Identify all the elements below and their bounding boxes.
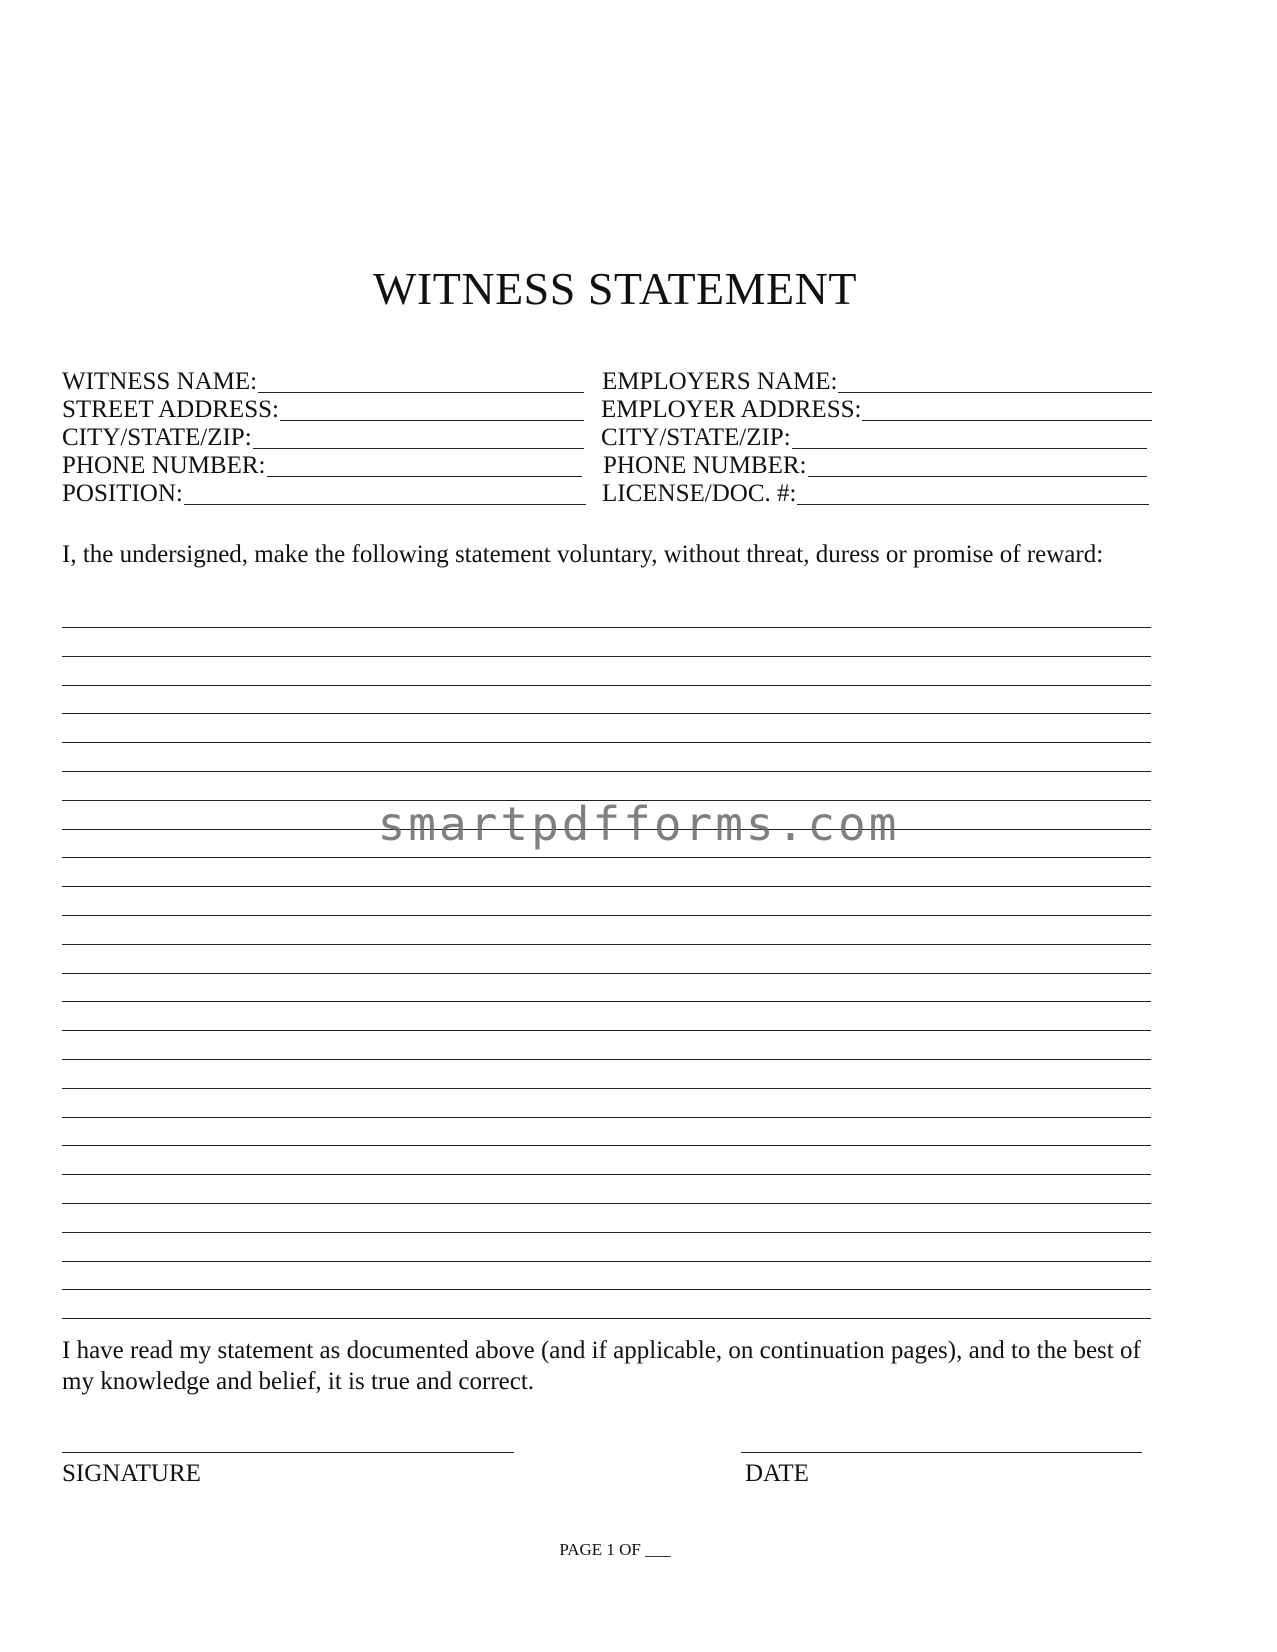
statement-line[interactable] [62, 1232, 1151, 1233]
phone-number-field[interactable] [62, 452, 582, 480]
street-address-input[interactable] [280, 398, 584, 421]
statement-line[interactable] [62, 1059, 1151, 1060]
employer-phone-number-field[interactable] [603, 452, 1147, 480]
closing-statement: I have read my statement as documented above (and if applicable, on continuation pages), and to the best of my knowledge and belief, it is true and correct. [62, 1337, 1141, 1395]
statement-line[interactable] [62, 1289, 1151, 1290]
statement-line[interactable] [62, 742, 1151, 743]
license-doc-input[interactable] [797, 482, 1149, 505]
city-state-zip-field[interactable] [62, 424, 584, 452]
statement-line[interactable] [62, 1261, 1151, 1262]
statement-line[interactable] [62, 1117, 1151, 1118]
signature-label: SIGNATURE [62, 1460, 201, 1487]
statement-line[interactable] [62, 656, 1151, 657]
employer-phone-number-input[interactable] [808, 454, 1148, 477]
employers-name-field[interactable] [602, 368, 1152, 396]
page-title: WITNESS STATEMENT [373, 263, 857, 314]
date-line[interactable] [741, 1452, 1142, 1453]
signature-line[interactable] [62, 1452, 514, 1453]
witness-name-field[interactable] [62, 368, 584, 396]
statement-line[interactable] [62, 944, 1151, 945]
statement-line[interactable] [62, 1203, 1151, 1204]
statement-line[interactable] [62, 915, 1151, 916]
statement-line[interactable] [62, 1145, 1151, 1146]
city-state-zip-label: CITY/STATE/ZIP: [62, 424, 252, 451]
city-state-zip-input[interactable] [253, 426, 584, 449]
street-address-label: STREET ADDRESS: [62, 396, 279, 423]
license-doc-field[interactable] [602, 480, 1149, 508]
phone-number-input[interactable] [267, 454, 583, 477]
page-number: PAGE 1 OF ___ [559, 1540, 671, 1559]
statement-line[interactable] [62, 771, 1151, 772]
position-input[interactable] [184, 482, 586, 505]
employers-name-input[interactable] [838, 370, 1152, 393]
statement-line[interactable] [62, 857, 1151, 858]
statement-line[interactable] [62, 1030, 1151, 1031]
statement-line[interactable] [62, 1001, 1151, 1002]
statement-line[interactable] [62, 1088, 1151, 1089]
witness-name-label: WITNESS NAME: [62, 368, 258, 395]
employer-city-state-zip-field[interactable] [601, 424, 1147, 452]
employer-address-field[interactable] [601, 396, 1152, 424]
statement-line[interactable] [62, 1174, 1151, 1175]
date-label: DATE [745, 1460, 809, 1487]
statement-line[interactable] [62, 973, 1151, 974]
employers-name-label: EMPLOYERS NAME: [602, 368, 838, 395]
statement-line[interactable] [62, 886, 1151, 887]
position-label: POSITION: [62, 480, 183, 507]
license-doc-label: LICENSE/DOC. #: [602, 480, 797, 507]
street-address-field[interactable] [62, 396, 584, 424]
employer-address-input[interactable] [862, 398, 1152, 421]
statement-line[interactable] [62, 627, 1151, 628]
employer-city-state-zip-label: CITY/STATE/ZIP: [601, 424, 791, 451]
intro-statement: I, the undersigned, make the following statement voluntary, without threat, duress or promise of reward: [62, 541, 1104, 568]
witness-name-input[interactable] [258, 370, 584, 393]
statement-line[interactable] [62, 685, 1151, 686]
statement-line[interactable] [62, 1318, 1151, 1319]
employer-city-state-zip-input[interactable] [792, 426, 1147, 449]
employer-phone-number-label: PHONE NUMBER: [603, 452, 807, 479]
employer-address-label: EMPLOYER ADDRESS: [601, 396, 862, 423]
phone-number-label: PHONE NUMBER: [62, 452, 266, 479]
position-field[interactable] [62, 480, 586, 508]
statement-line[interactable] [62, 713, 1151, 714]
watermark: smartpdfforms.com [377, 797, 900, 851]
